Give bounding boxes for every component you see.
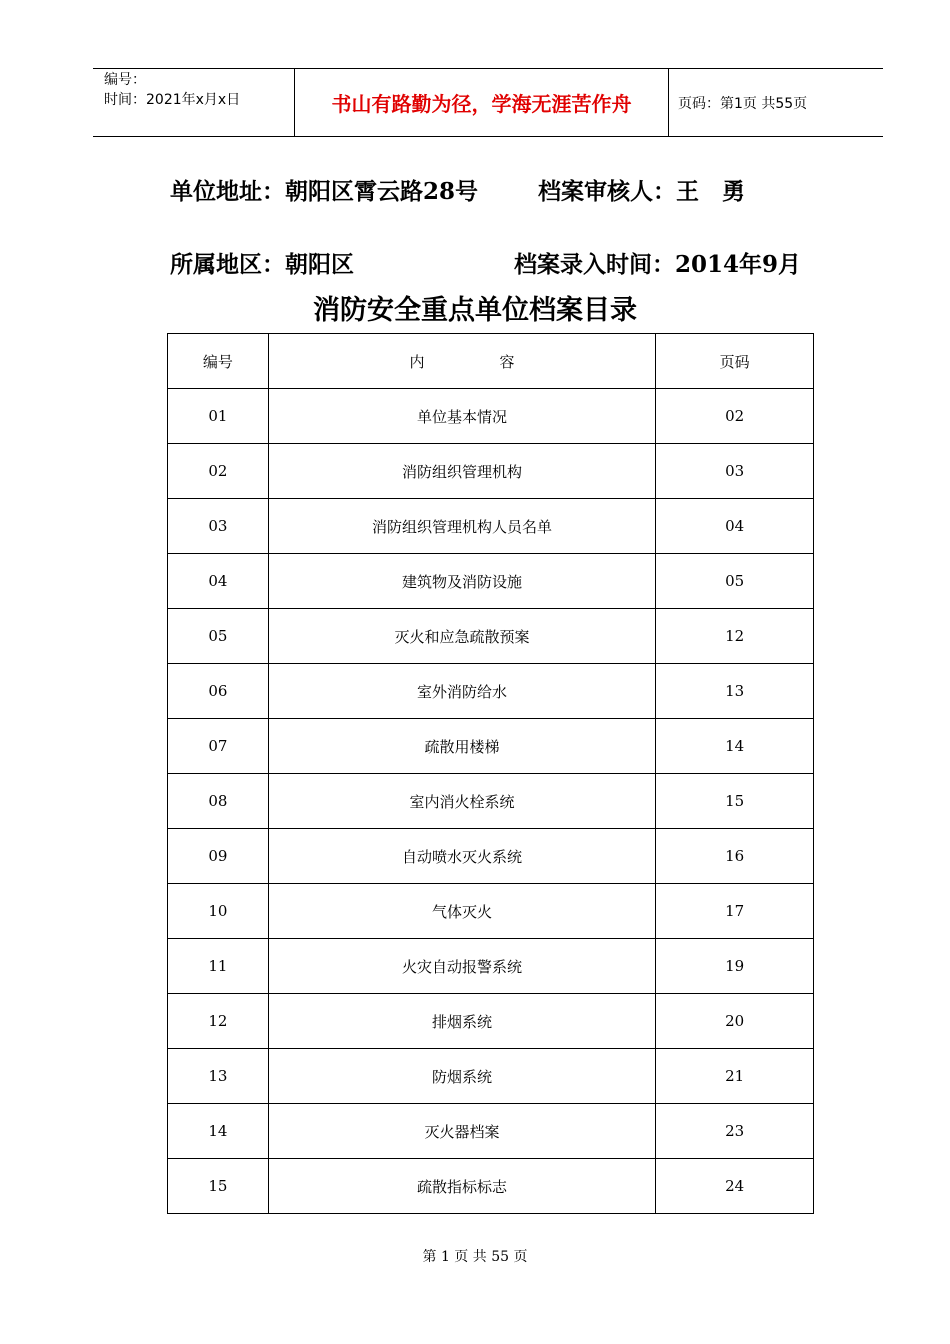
table-row xyxy=(168,1159,814,1214)
table-row xyxy=(168,1104,814,1159)
row-page-cell: 24 xyxy=(656,1159,814,1214)
row-content-cell: 疏散指标标志 xyxy=(268,1159,655,1214)
time-label: 时间：2021年x月x日 xyxy=(104,92,241,108)
row-page-cell: 12 xyxy=(656,609,814,664)
row-number-cell: 05 xyxy=(168,609,269,664)
row-number-cell: 02 xyxy=(168,444,269,499)
row-number-cell: 12 xyxy=(168,994,269,1049)
unit-address: 单位地址：朝阳区霄云路28号 xyxy=(170,178,479,205)
entry-time: 档案录入时间：2014年9月 xyxy=(514,251,802,278)
row-number-cell: 08 xyxy=(168,774,269,829)
column-header: 编号 xyxy=(168,334,269,389)
table-row xyxy=(168,444,814,499)
row-page-cell: 16 xyxy=(656,829,814,884)
row-content-cell: 自动喷水灭火系统 xyxy=(268,829,655,884)
row-content-cell: 疏散用楼梯 xyxy=(268,719,655,774)
row-content-cell: 消防组织管理机构人员名单 xyxy=(268,499,655,554)
row-page-cell: 15 xyxy=(656,774,814,829)
table-row xyxy=(168,609,814,664)
row-page-cell: 19 xyxy=(656,939,814,994)
table-row xyxy=(168,884,814,939)
district: 所属地区：朝阳区 xyxy=(170,251,354,278)
row-page-cell: 23 xyxy=(656,1104,814,1159)
row-content-cell: 灭火器档案 xyxy=(268,1104,655,1159)
row-number-cell: 09 xyxy=(168,829,269,884)
row-content-cell: 火灾自动报警系统 xyxy=(268,939,655,994)
header-meta xyxy=(93,69,294,136)
row-page-cell: 21 xyxy=(656,1049,814,1104)
row-content-cell: 消防组织管理机构 xyxy=(268,444,655,499)
table-header-row xyxy=(168,334,814,389)
row-number-cell: 04 xyxy=(168,554,269,609)
row-number-cell: 15 xyxy=(168,1159,269,1214)
row-content-cell: 气体灭火 xyxy=(268,884,655,939)
row-number-cell: 01 xyxy=(168,389,269,444)
header-motto: 书山有路勤为径，学海无涯苦作舟 xyxy=(294,69,669,136)
row-content-cell: 室内消火栓系统 xyxy=(268,774,655,829)
table-row xyxy=(168,719,814,774)
row-content-cell: 室外消防给水 xyxy=(268,664,655,719)
row-content-cell: 单位基本情况 xyxy=(268,389,655,444)
page-header xyxy=(93,68,883,137)
reviewer: 档案审核人：王 勇 xyxy=(538,178,745,205)
row-page-cell: 03 xyxy=(656,444,814,499)
page-footer: 第 1 页 共 55 页 xyxy=(422,1249,528,1265)
row-page-cell: 13 xyxy=(656,664,814,719)
row-page-cell: 20 xyxy=(656,994,814,1049)
row-number-cell: 06 xyxy=(168,664,269,719)
row-content-cell: 排烟系统 xyxy=(268,994,655,1049)
row-content-cell: 防烟系统 xyxy=(268,1049,655,1104)
row-page-cell: 05 xyxy=(656,554,814,609)
column-header: 内 容 xyxy=(268,334,655,389)
row-page-cell: 04 xyxy=(656,499,814,554)
row-page-cell: 02 xyxy=(656,389,814,444)
row-number-cell: 14 xyxy=(168,1104,269,1159)
row-content-cell: 建筑物及消防设施 xyxy=(268,554,655,609)
document-title: 消防安全重点单位档案目录 xyxy=(313,295,637,326)
table-row xyxy=(168,994,814,1049)
header-page-info: 页码：第1页 共55页 xyxy=(678,95,808,112)
contents-table xyxy=(167,333,814,1214)
number-label: 编号： xyxy=(104,72,146,88)
row-number-cell: 13 xyxy=(168,1049,269,1104)
table-row xyxy=(168,499,814,554)
row-page-cell: 17 xyxy=(656,884,814,939)
row-number-cell: 03 xyxy=(168,499,269,554)
row-number-cell: 10 xyxy=(168,884,269,939)
column-header: 页码 xyxy=(656,334,814,389)
table-row xyxy=(168,774,814,829)
table-row xyxy=(168,1049,814,1104)
row-page-cell: 14 xyxy=(656,719,814,774)
table-row xyxy=(168,664,814,719)
row-content-cell: 灭火和应急疏散预案 xyxy=(268,609,655,664)
row-number-cell: 07 xyxy=(168,719,269,774)
table-row xyxy=(168,939,814,994)
table-row xyxy=(168,829,814,884)
table-row xyxy=(168,554,814,609)
row-number-cell: 11 xyxy=(168,939,269,994)
table-row xyxy=(168,389,814,444)
